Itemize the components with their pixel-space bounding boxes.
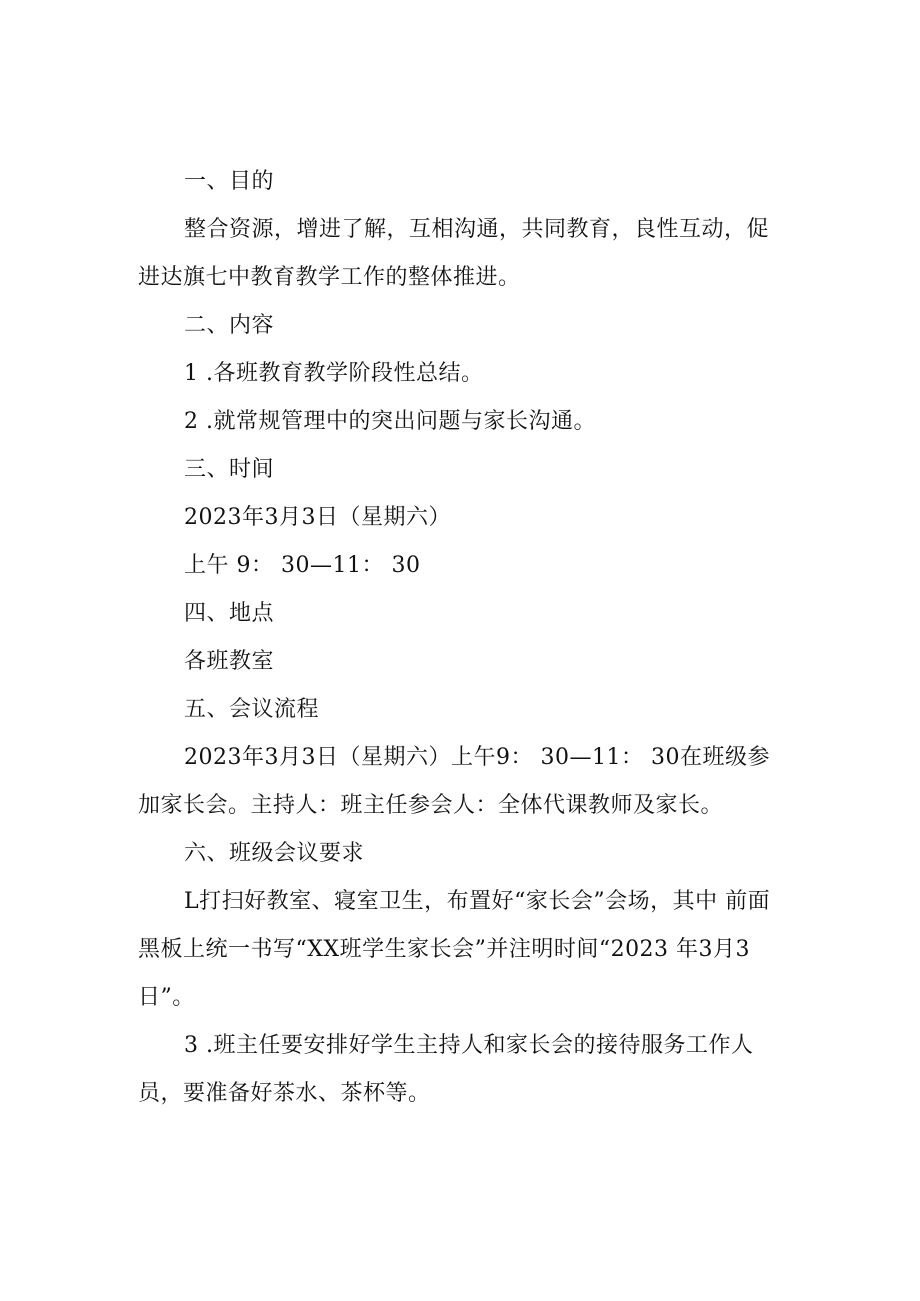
heading-process: 五、会议流程 xyxy=(184,697,320,722)
content-item-2: 2 .就常规管理中的突出问题与家长沟通。 xyxy=(184,409,596,434)
time-hours: 上午 9： 30—11： 30 xyxy=(184,553,421,578)
heading-purpose: 一、目的 xyxy=(184,169,275,194)
requirement-3: 3 .班主任要安排好学生主持人和家长会的接待服务工作人员，要准备好茶水、茶杯等。 xyxy=(138,1033,754,1106)
location-text: 各班教室 xyxy=(184,649,275,674)
content-item-1: 1 .各班教育教学阶段性总结。 xyxy=(184,361,484,386)
time-date: 2023年3月3日（星期六） xyxy=(184,505,451,530)
process-text: 2023年3月3日（星期六）上午9： 30—11： 30在班级参 加家长会。主持人：班主任参会人：全体代课教师及家长。 xyxy=(138,745,770,818)
heading-location: 四、地点 xyxy=(184,601,275,626)
document-body xyxy=(138,158,786,1118)
requirement-1: L打扫好教室、寝室卫生，布置好“家长会”会场，其中 前面黑板上统一书写“XX班学生家长会”并注明时间“2023 年3月3日”。 xyxy=(138,889,771,1010)
heading-content: 二、内容 xyxy=(184,313,275,338)
heading-time: 三、时间 xyxy=(184,457,275,482)
paragraph-purpose: 整合资源，增进了解，互相沟通，共同教育，良性互动，促进达旗七中教育教学工作的整体推进。 xyxy=(138,217,770,290)
heading-requirements: 六、班级会议要求 xyxy=(184,841,365,866)
